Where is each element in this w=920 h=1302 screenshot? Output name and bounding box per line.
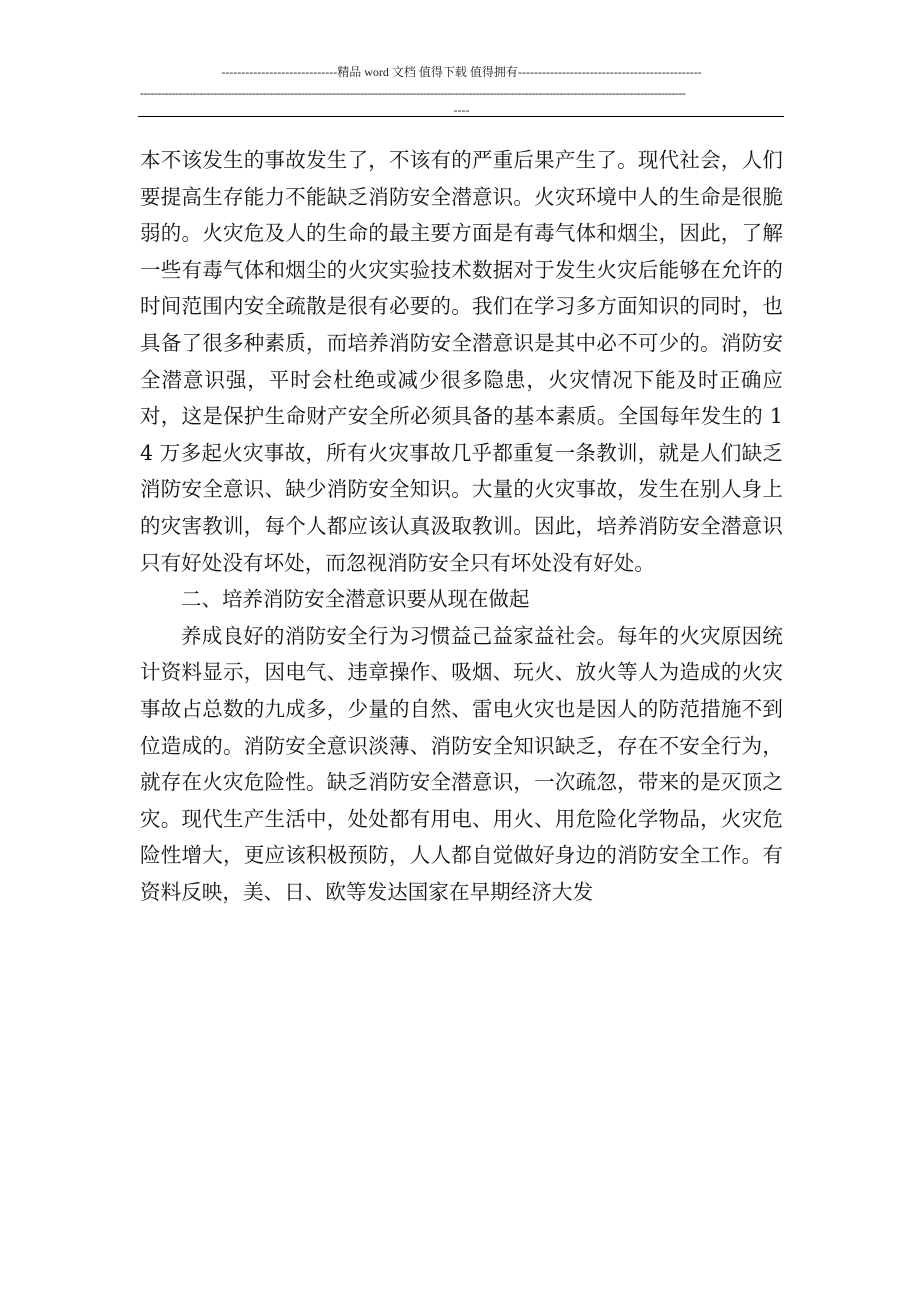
header-divider: [138, 116, 784, 117]
body-paragraph-2: 养成良好的消防安全行为习惯益己益家益社会。每年的火灾原因统计资料显示，因电气、违章操作、吸烟、玩火、放火等人为造成的火灾事故占总数的九成多，少量的自然、雷电火灾也是因人的防范措施不到位造成的。消防安全意识淡薄、消防安全知识缺乏，存在不安全行为，就存在火灾危险性。缺乏消防安全潜意识，一次疏忽，带来的是灭顶之灾。现代生产生活中，处处都有用电、用火、用危险化学物品，火灾危险性增大，更应该积极预防，人人都自觉做好身边的消防安全工作。有资料反映，美、日、欧等发达国家在早期经济大发: [140, 623, 783, 904]
header-dash-line: ------------------------------------------------------------------------------------------------------------------------------------------------------------: [140, 86, 686, 100]
header-dash-tail: ----: [453, 103, 470, 117]
section-heading-2: 二、培养消防安全潜意识要从现在做起: [181, 587, 530, 612]
body-paragraph-1: 本不该发生的事故发生了，不该有的严重后果产生了。现代社会，人们要提高生存能力不能缺乏消防安全潜意识。火灾环境中人的生命是很脆弱的。火灾危及人的生命的最主要方面是有毒气体和烟尘，因此，了解一些有毒气体和烟尘的火灾实验技术数据对于发生火灾后能够在允许的时间范围内安全疏散是很有必要的。我们在学习多方面知识的同时，也具备了很多种素质，而培养消防安全潜意识是其中必不可少的。消防安全潜意识强，平时会杜绝或减少很多隐患，火灾情况下能及时正确应对，这是保护生命财产安全所必须具备的基本素质。全国每年发生的 14 万多起火灾事故，所有火灾事故几乎都重复一条教训，就是人们缺乏消防安全意识、缺少消防安全知识。大量的火灾事故，发生在别人身上的灾害教训，每个人都应该认真汲取教训。因此，培养消防安全潜意识只有好处没有坏处，而忽视消防安全只有坏处没有好处。: [140, 148, 783, 575]
page-header: [140, 64, 783, 118]
document-body: [140, 142, 783, 910]
header-banner-text: -----------------------------精品 word 文档 值得下载 值得拥有----------------------------------------------: [221, 65, 702, 79]
